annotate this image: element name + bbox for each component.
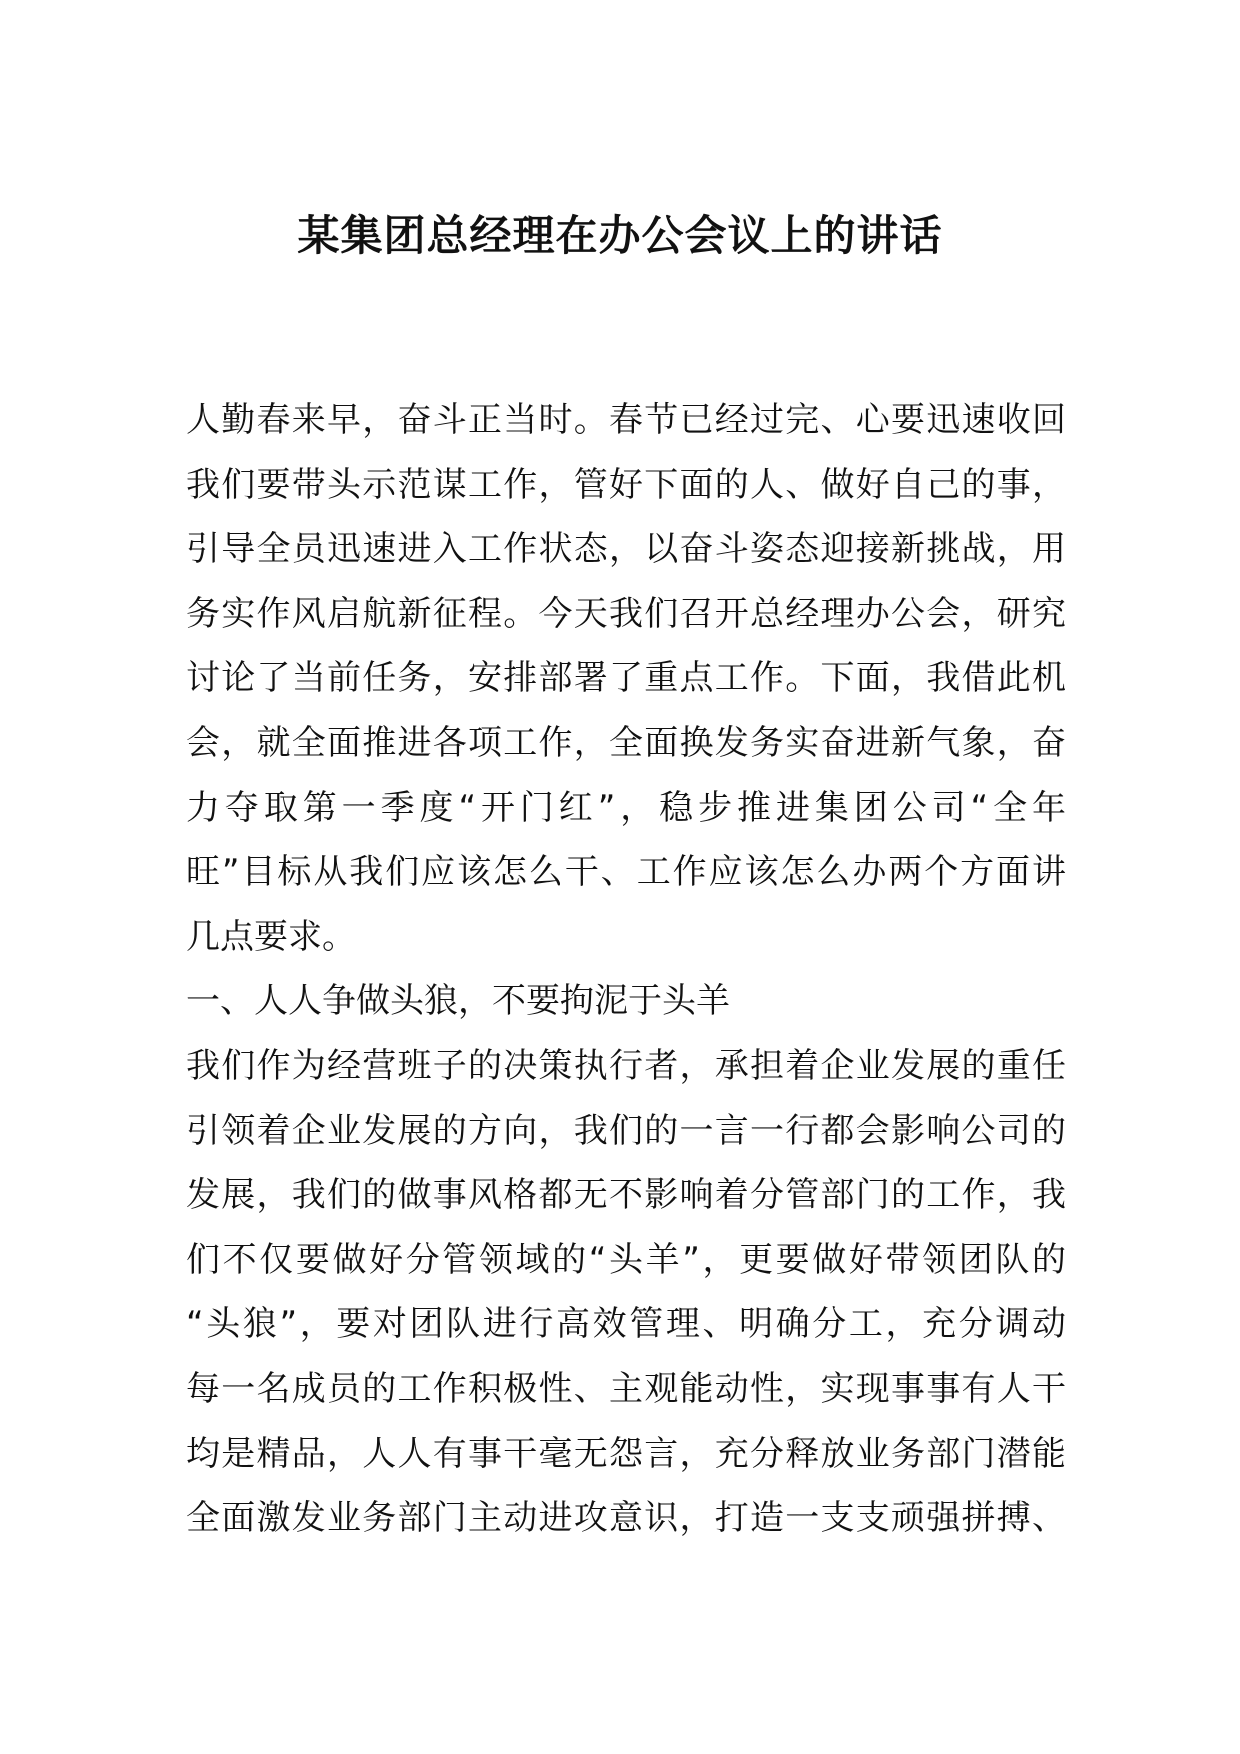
body-line: 力夺取第一季度“开门红”，稳步推进集团公司“全年: [186, 787, 1066, 828]
body-line: 人勤春来早，奋斗正当时。春节已经过完、心要迅速收回: [186, 400, 1066, 440]
body-line: 务实作风启航新征程。今天我们召开总经理办公会，研究: [186, 593, 1066, 634]
document-title: 某集团总经理在办公会议上的讲话: [297, 211, 943, 260]
body-line: 引导全员迅速进入工作状态，以奋斗姿态迎接新挑战，用: [186, 529, 1066, 570]
body-line: 发展，我们的做事风格都无不影响着分管部门的工作，我: [186, 1175, 1066, 1216]
body-line: “头狼”，要对团队进行高效管理、明确分工，充分调动: [186, 1304, 1066, 1345]
body-line: 几点要求。: [186, 916, 356, 957]
body-line: 全面激发业务部门主动进攻意识，打造一支支顽强拼搏、: [186, 1498, 1066, 1539]
body-line: 均是精品，人人有事干毫无怨言，充分释放业务部门潜能: [186, 1433, 1066, 1474]
body-line: 会，就全面推进各项工作，全面换发务实奋进新气象，奋: [186, 722, 1066, 763]
body-line: 们不仅要做好分管领域的“头羊”，更要做好带领团队的: [186, 1239, 1066, 1280]
body-line: 我们作为经营班子的决策执行者，承担着企业发展的重任: [186, 1045, 1066, 1086]
body-line: 每一名成员的工作积极性、主观能动性，实现事事有人干: [186, 1368, 1066, 1409]
body-line: 讨论了当前任务，安排部署了重点工作。下面，我借此机: [186, 658, 1066, 699]
body-line: 旺”目标从我们应该怎么干、工作应该怎么办两个方面讲: [186, 852, 1066, 893]
document-body: [186, 388, 1066, 1551]
section-heading: 一、人人争做头狼，不要拘泥于头羊: [186, 981, 730, 1022]
body-line: 我们要带头示范谋工作，管好下面的人、做好自己的事，: [186, 464, 1066, 505]
body-line: 引领着企业发展的方向，我们的一言一行都会影响公司的: [186, 1110, 1066, 1151]
